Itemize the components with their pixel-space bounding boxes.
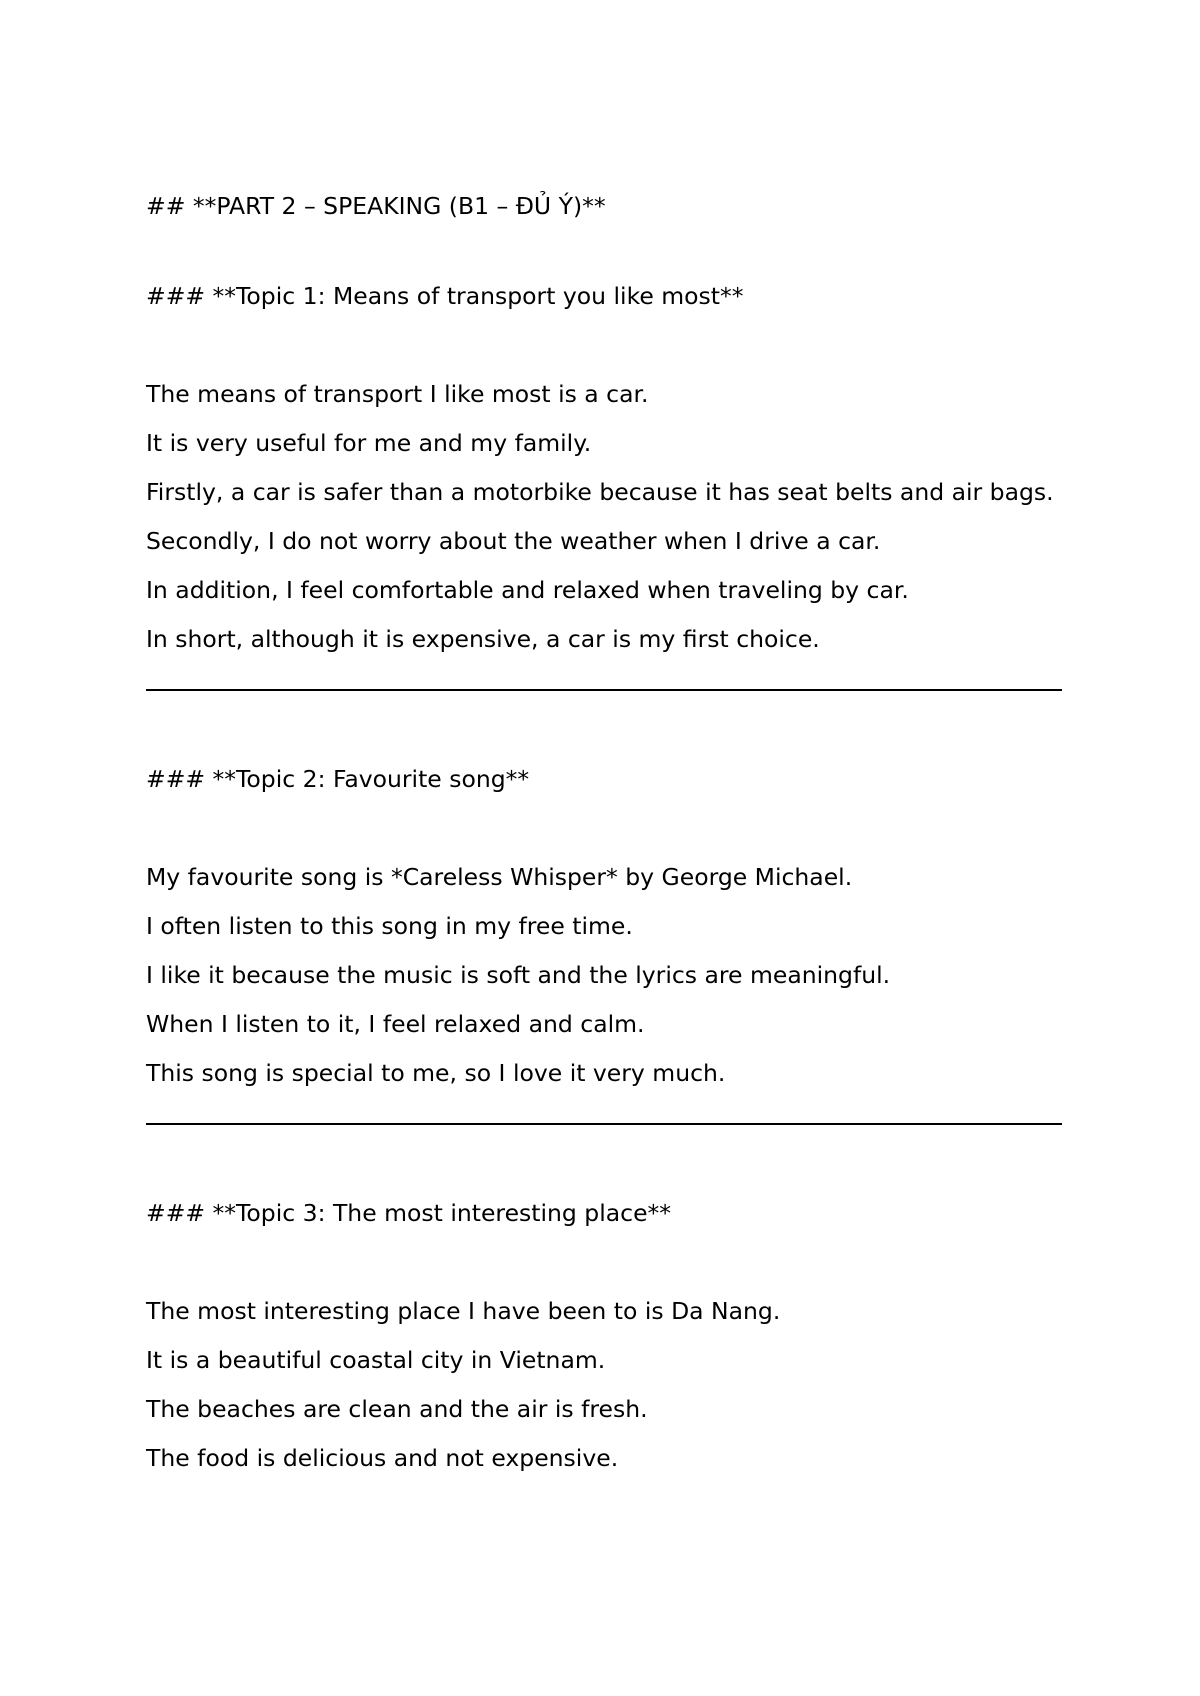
topic-2-line: I like it because the music is soft and the lyrics are meaningful. <box>146 961 891 989</box>
topic-1-section <box>146 280 1062 655</box>
part-heading: ## **PART 2 – SPEAKING (B1 – ĐỦ Ý)** <box>146 192 606 220</box>
topic-3-line: The beaches are clean and the air is fresh. <box>146 1395 648 1423</box>
topic-3-line: The food is delicious and not expensive. <box>146 1444 619 1472</box>
topic-2-section <box>146 763 1062 1089</box>
topic-2-heading: ### **Topic 2: Favourite song** <box>146 765 530 793</box>
topic-2-line: When I listen to it, I feel relaxed and calm. <box>146 1010 645 1038</box>
topic-1-line: The means of transport I like most is a car. <box>146 380 649 408</box>
document-content <box>146 190 1062 1474</box>
topic-1-line: Secondly, I do not worry about the weather when I drive a car. <box>146 527 881 555</box>
topic-1-heading: ### **Topic 1: Means of transport you like most** <box>146 282 744 310</box>
section-divider <box>146 689 1062 691</box>
section-divider <box>146 1123 1062 1125</box>
topic-3-line: The most interesting place I have been to is Da Nang. <box>146 1297 781 1325</box>
topic-2-line: This song is special to me, so I love it very much. <box>146 1059 726 1087</box>
topic-2-line: My favourite song is *Careless Whisper* by George Michael. <box>146 863 853 891</box>
topic-3-line: It is a beautiful coastal city in Vietnam. <box>146 1346 606 1374</box>
topic-3-heading: ### **Topic 3: The most interesting place** <box>146 1199 672 1227</box>
topic-1-line: It is very useful for me and my family. <box>146 429 592 457</box>
topic-2-line: I often listen to this song in my free time. <box>146 912 633 940</box>
topic-1-line: In short, although it is expensive, a car is my first choice. <box>146 625 820 653</box>
topic-1-line: In addition, I feel comfortable and relaxed when traveling by car. <box>146 576 909 604</box>
topic-3-section <box>146 1197 1062 1474</box>
topic-1-line: Firstly, a car is safer than a motorbike because it has seat belts and air bags. <box>146 478 1054 506</box>
